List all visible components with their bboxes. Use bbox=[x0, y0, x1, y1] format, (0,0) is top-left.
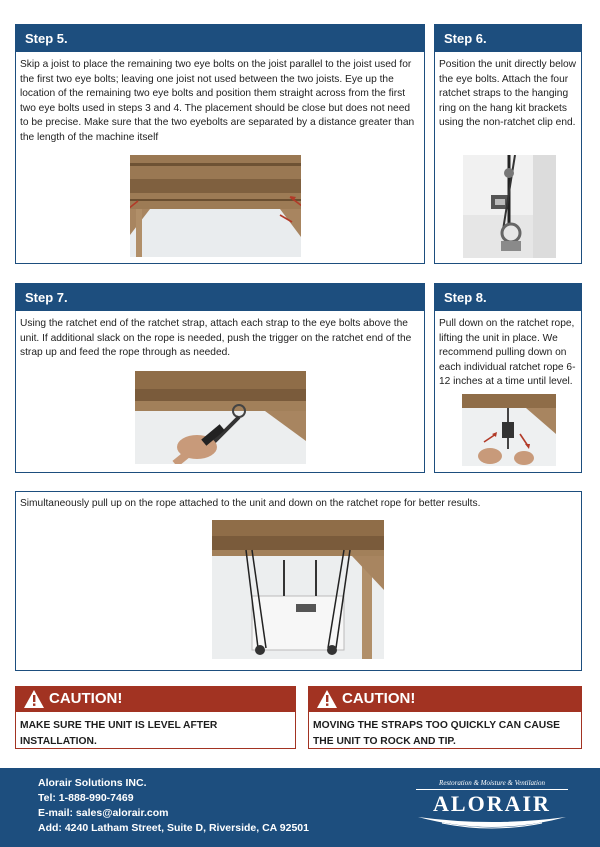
step7-text: Using the ratchet end of the ratchet strap, attach each strap to the eye bolts above the unit. If additional slack on the rope is needed, push the trigger on the ratchet end of the strap up and feed the rope through as needed. bbox=[20, 318, 412, 359]
logo-name: ALORAIR bbox=[433, 791, 551, 816]
step5-photo bbox=[130, 155, 301, 257]
footer-address: Add: 4240 Latham Street, Suite D, Riverside, CA 92501 bbox=[38, 822, 309, 834]
caution2-box bbox=[308, 712, 582, 749]
step7-photo bbox=[135, 371, 306, 464]
footer-company: Alorair Solutions INC. bbox=[38, 777, 147, 789]
ratchet-attach-image bbox=[135, 371, 306, 464]
hang-kit-bracket-image bbox=[463, 155, 556, 258]
caution1-box bbox=[15, 712, 296, 749]
footer-email: E-mail: sales@alorair.com bbox=[38, 807, 169, 819]
warning-icon bbox=[23, 689, 45, 709]
warning-icon bbox=[316, 689, 338, 709]
step6-title: Step 6. bbox=[435, 25, 581, 52]
hung-unit-image bbox=[212, 520, 384, 659]
final-step-text: Simultaneously pull up on the rope attached to the unit and down on the ratchet rope for better results. bbox=[20, 498, 481, 509]
caution2-header bbox=[308, 686, 582, 712]
logo-tagline: Restoration & Moisture & Ventilation bbox=[439, 779, 545, 787]
final-step-panel bbox=[15, 491, 582, 671]
step5-text: Skip a joist to place the remaining two eye bolts on the joist parallel to the joist used for the first two eye bolts; leaving one joist not used between the two joists. Eye up the location of the remaining two eye bolts and position them straight across from the first two eye bolts used in steps 3 and 4. The placement should be close but does not need to be precise. Make sure that the two eyebolts are separated by a distance greater than the length of the machine itself bbox=[20, 59, 415, 143]
caution2-title: CAUTION! bbox=[342, 690, 416, 707]
ratchet-pull-image bbox=[462, 394, 556, 466]
caution1-title: CAUTION! bbox=[49, 690, 123, 707]
step8-panel bbox=[434, 283, 582, 473]
logo-top-rule bbox=[416, 789, 568, 790]
caution2-text: MOVING THE STRAPS TOO QUICKLY CAN CAUSE THE UNIT TO ROCK AND TIP. bbox=[313, 720, 560, 747]
step5-panel bbox=[15, 24, 425, 264]
step5-title: Step 5. bbox=[16, 25, 424, 52]
joist-eye-bolt-image bbox=[130, 155, 301, 257]
step8-title: Step 8. bbox=[435, 284, 581, 311]
footer bbox=[0, 768, 600, 847]
logo-swoosh-icon bbox=[412, 815, 572, 837]
step7-panel bbox=[15, 283, 425, 473]
step7-title: Step 7. bbox=[16, 284, 424, 311]
step6-photo bbox=[463, 155, 556, 258]
footer-tel: Tel: 1-888-990-7469 bbox=[38, 792, 134, 804]
caution1-header bbox=[15, 686, 296, 712]
step6-text: Position the unit directly below the eye bolts. Attach the four ratchet straps to the hanging ring on the hang kit brackets using the non-ratchet clip end. bbox=[439, 59, 577, 129]
step6-panel bbox=[434, 24, 582, 264]
caution1-text: MAKE SURE THE UNIT IS LEVEL AFTER INSTALLATION. bbox=[20, 720, 218, 747]
final-step-photo bbox=[212, 520, 384, 659]
step8-photo bbox=[462, 394, 556, 466]
step8-text: Pull down on the ratchet rope, lifting the unit in place. We recommend pulling down on each individual ratchet rope 6-12 inches at a time until level. bbox=[439, 318, 576, 388]
alorair-logo bbox=[412, 779, 572, 837]
